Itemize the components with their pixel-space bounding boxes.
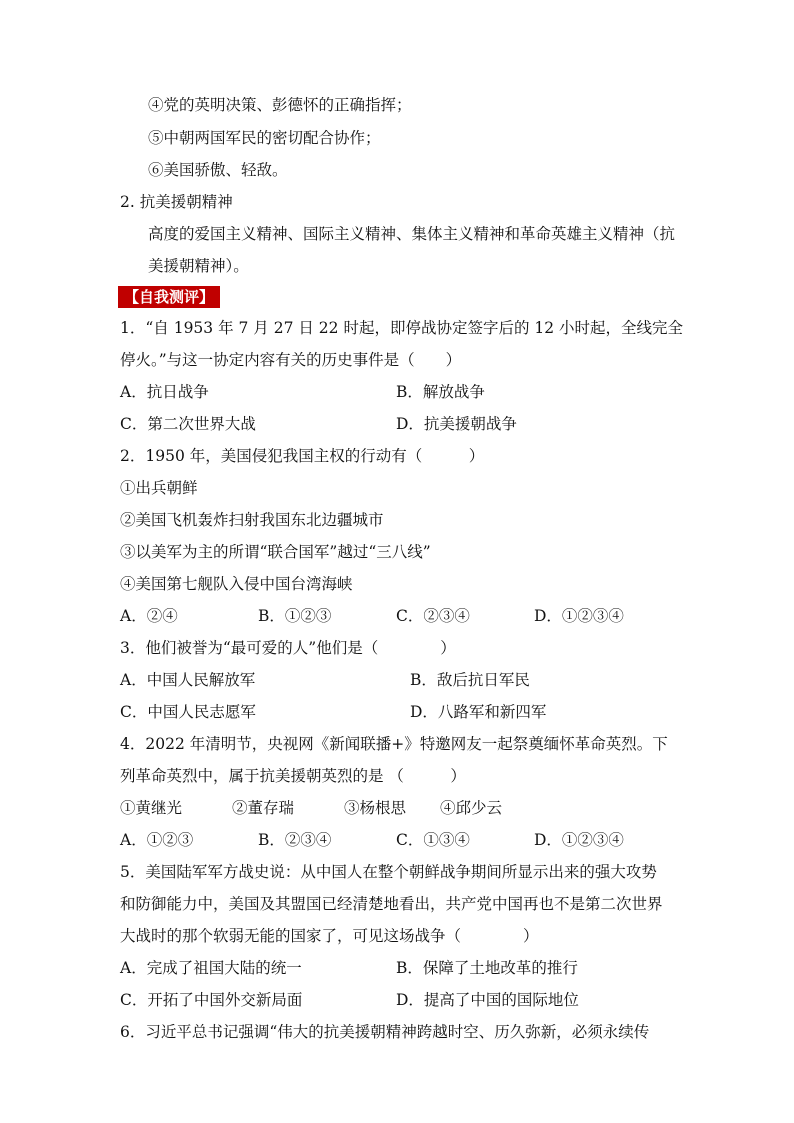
self-test-tag: 【自我测评】 xyxy=(118,286,220,308)
question-4-line2: 列革命英烈中，属于抗美援朝英烈的是 （ ） xyxy=(120,767,466,785)
question-1-line2: 停火。”与这一协定内容有关的历史事件是（ ） xyxy=(120,351,462,369)
q1-option-d: D．抗美援朝战争 xyxy=(396,415,517,433)
q2-option-c: C．②③④ xyxy=(396,607,470,625)
question-5-line3: 大战时的那个软弱无能的国家了，可见这场战争（ ） xyxy=(120,927,539,945)
q5-option-a: A．完成了祖国大陆的统一 xyxy=(120,959,302,977)
q2-item-3: ③以美军为主的所谓“联合国军”越过“三八线” xyxy=(120,543,431,561)
q3-option-c: C．中国人民志愿军 xyxy=(120,703,256,721)
q4-option-c: C．①③④ xyxy=(396,831,470,849)
section-body-line2: 美援朝精神）。 xyxy=(148,257,249,275)
q4-hero-1: ①黄继光 xyxy=(120,799,183,817)
section-heading: 2. 抗美援朝精神 xyxy=(120,193,233,211)
q2-item-2: ②美国飞机轰炸扫射我国东北边疆城市 xyxy=(120,511,384,529)
q2-item-1: ①出兵朝鲜 xyxy=(120,479,198,497)
q4-option-a: A．①②③ xyxy=(120,831,194,849)
question-3-line1: 3．他们被誉为“最可爱的人”他们是（ ） xyxy=(120,639,456,657)
section-body-line1: 高度的爱国主义精神、国际主义精神、集体主义精神和革命英雄主义精神（抗 xyxy=(148,225,676,243)
q4-option-b: B．②③④ xyxy=(258,831,332,849)
q1-option-b: B．解放战争 xyxy=(396,383,485,401)
q4-hero-2: ②董存瑞 xyxy=(232,799,295,817)
q2-option-d: D．①②③④ xyxy=(534,607,624,625)
q4-hero-4: ④邱少云 xyxy=(440,799,503,817)
q5-option-b: B．保障了土地改革的推行 xyxy=(396,959,578,977)
q3-option-d: D．八路军和新四军 xyxy=(410,703,547,721)
q3-option-b: B．敌后抗日军民 xyxy=(410,671,530,689)
question-4-line1: 4．2022 年清明节，央视网《新闻联播+》特邀网友一起祭奠缅怀革命英烈。下 xyxy=(120,735,668,753)
question-1-line1: 1．“自 1953 年 7 月 27 日 22 时起，即停战协定签字后的 12 小时起，全线完全 xyxy=(120,319,684,337)
q5-option-d: D．提高了中国的国际地位 xyxy=(396,991,579,1009)
cause-item-4: ④党的英明决策、彭德怀的正确指挥； xyxy=(148,96,412,114)
question-6-line1: 6．习近平总书记强调“伟大的抗美援朝精神跨越时空、历久弥新，必须永续传 xyxy=(120,1023,650,1041)
cause-item-6: ⑥美国骄傲、轻敌。 xyxy=(148,161,288,179)
q2-item-4: ④美国第七舰队入侵中国台湾海峡 xyxy=(120,575,353,593)
q4-hero-3: ③杨根思 xyxy=(344,799,407,817)
question-5-line1: 5．美国陆军军方战史说：从中国人在整个朝鲜战争期间所显示出来的强大攻势 xyxy=(120,863,657,881)
question-2-line1: 2．1950 年，美国侵犯我国主权的行动有（ ） xyxy=(120,447,485,465)
cause-item-5: ⑤中朝两国军民的密切配合协作； xyxy=(148,129,381,147)
q5-option-c: C．开拓了中国外交新局面 xyxy=(120,991,303,1009)
q1-option-a: A．抗日战争 xyxy=(120,383,209,401)
q1-option-c: C．第二次世界大战 xyxy=(120,415,256,433)
q2-option-b: B．①②③ xyxy=(258,607,332,625)
q4-option-d: D．①②③④ xyxy=(534,831,624,849)
q3-option-a: A．中国人民解放军 xyxy=(120,671,256,689)
question-5-line2: 和防御能力中，美国及其盟国已经清楚地看出，共产党中国再也不是第二次世界 xyxy=(120,895,663,913)
q2-option-a: A．②④ xyxy=(120,607,178,625)
